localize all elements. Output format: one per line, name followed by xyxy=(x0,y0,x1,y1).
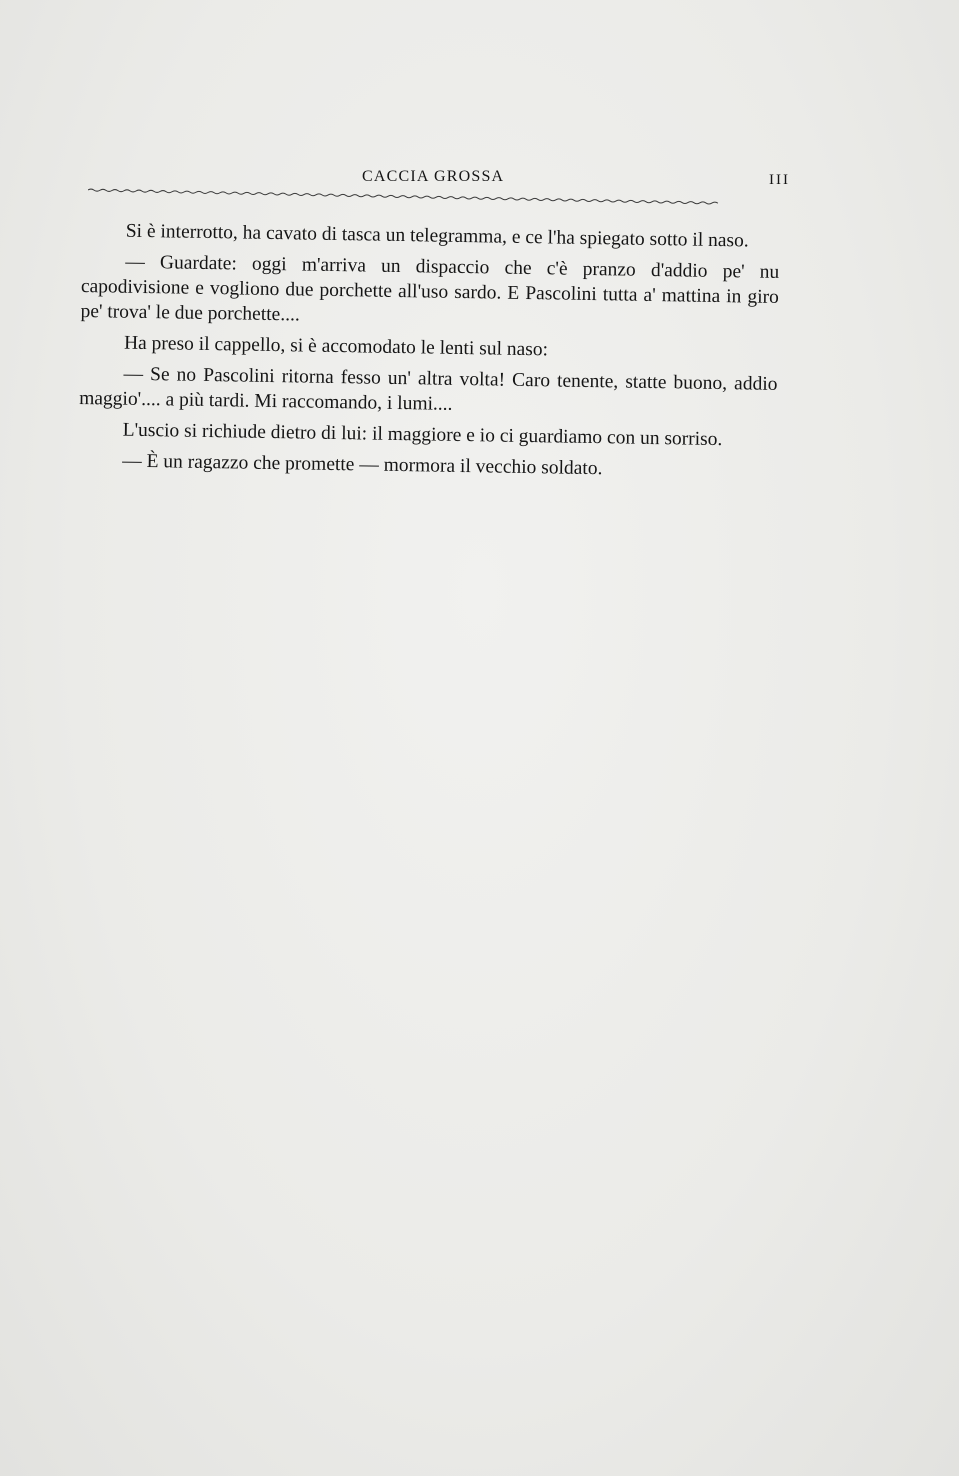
paragraph: — Se no Pascolini ritorna fesso un' altra volta! Caro tenente, statte buono, addio maggio'.... a più tardi. Mi raccomando, i lumi.... xyxy=(78,363,778,415)
paragraph: — Guardate: oggi m'arriva un dispaccio che c'è pranzo d'addio pe' nu capodivisione e vogliono due porchette all'uso sardo. E Pascolini tutta a' mattina in giro pe' trova' le due porchette.... xyxy=(80,251,780,326)
paragraph: Ha preso il cappello, si è accomodato le lenti sul naso: xyxy=(123,332,549,361)
page-number: III xyxy=(769,172,790,188)
running-title: CACCIA GROSSA xyxy=(362,168,505,185)
body-text xyxy=(78,218,780,490)
paragraph: — È un ragazzo che promette — mormora il vecchio soldato. xyxy=(122,450,603,480)
paragraph: L'uscio si richiude dietro di lui: il maggiore e io ci guardiamo con un sorriso. xyxy=(122,419,723,451)
paragraph: Si è interrotto, ha cavato di tasca un telegramma, e ce l'ha spiegato sotto il naso. xyxy=(125,220,749,252)
header-wavy-rule xyxy=(88,184,783,214)
